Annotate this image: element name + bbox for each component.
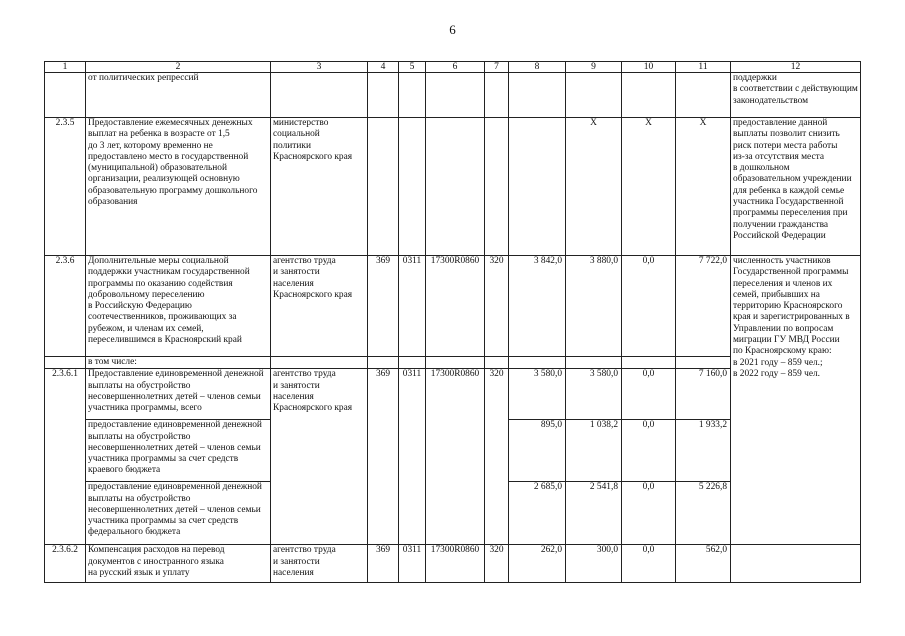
col-header: 4 (368, 62, 399, 73)
cell-year2: 3 580,0 (566, 369, 622, 420)
cell-result: предоставление данной выплаты позволит снизить риск потери места работы из-за отсутствия места в дошкольном образовательном учреждении для ребенка в каждой семье участника Государственной программы переселения при получении гражданства Российской Федерации (731, 118, 861, 256)
cell-year1: 895,0 (509, 420, 566, 482)
cell-measure-name: Компенсация расходов на перевод документов с иностранного языка на русский язык и уплату (86, 545, 271, 583)
cell-measure-name: предоставление единовременной денежной выплаты на обустройство несовершеннолетних детей – членов семьи участника программы за счет средств краевого бюджета (86, 420, 271, 482)
col-header: 3 (271, 62, 368, 73)
cell-year1: X (566, 118, 622, 256)
cell-vr: 320 (485, 256, 509, 357)
cell-grbs: 369 (368, 545, 399, 583)
cell-year1: 3 842,0 (509, 256, 566, 357)
cell-total: X (676, 118, 731, 256)
cell-executor: агентство труда и занятости населения (271, 545, 368, 583)
cell-year3: 0,0 (622, 482, 676, 545)
cell-result: численность участников Государственной программы переселения и членов их семей, прибывших на территорию Красноярского края и зарегистрированных в Управлении по вопросам миграции ГУ МВД России по Красноярскому краю: в 2021 году – 859 чел.; в 2022 году – 859 чел. (731, 256, 861, 545)
cell-total: 7 160,0 (676, 369, 731, 420)
cell-executor: министерство социальной политики Красноярского края (271, 118, 368, 256)
cell-year2: X (622, 118, 676, 256)
col-header: 12 (731, 62, 861, 73)
cell-year2: 2 541,8 (566, 482, 622, 545)
cell-vr: 320 (485, 369, 509, 545)
cell-executor: агентство труда и занятости населения Красноярского края (271, 256, 368, 357)
cell-measure-name: Предоставление единовременной денежной выплаты на обустройство несовершеннолетних детей – членов семьи участника программы, всего (86, 369, 271, 420)
cell-item-number: 2.3.5 (45, 118, 86, 256)
table-row (45, 73, 861, 118)
cell-rzpr: 0311 (399, 545, 426, 583)
cell-year1: 262,0 (509, 545, 566, 583)
cell-total: 5 226,8 (676, 482, 731, 545)
program-measures-table (44, 61, 861, 583)
column-number-row (45, 62, 861, 73)
cell-vr: 320 (485, 545, 509, 583)
cell-year1: 2 685,0 (509, 482, 566, 545)
col-header: 11 (676, 62, 731, 73)
cell-rzpr: 0311 (399, 369, 426, 545)
cell-year2: 3 880,0 (566, 256, 622, 357)
col-header: 7 (485, 62, 509, 73)
cell-item-number: 2.3.6.2 (45, 545, 86, 583)
cell-total: 1 933,2 (676, 420, 731, 482)
cell-item-number: 2.3.6.1 (45, 369, 86, 545)
col-header: 6 (426, 62, 485, 73)
cell-executor: агентство труда и занятости населения Красноярского края (271, 369, 368, 545)
cell-item-number: 2.3.6 (45, 256, 86, 357)
col-header: 1 (45, 62, 86, 73)
cell-year2: 1 038,2 (566, 420, 622, 482)
cell-csr: 17300R0860 (426, 545, 485, 583)
col-header: 10 (622, 62, 676, 73)
cell-year3: 0,0 (622, 256, 676, 357)
cell-csr: 17300R0860 (426, 369, 485, 545)
cell-year3: 0,0 (622, 420, 676, 482)
cell-total: 7 722,0 (676, 256, 731, 357)
table-row (45, 118, 861, 256)
table-row (45, 256, 861, 357)
cell-year3: 0,0 (622, 545, 676, 583)
cell-year1: 3 580,0 (509, 369, 566, 420)
table-row (45, 545, 861, 583)
cell-measure-name: предоставление единовременной денежной выплаты на обустройство несовершеннолетних детей – членов семьи участника программы за счет средств федерального бюджета (86, 482, 271, 545)
cell-year3: 0,0 (622, 369, 676, 420)
cell-year2: 300,0 (566, 545, 622, 583)
cell-result: поддержки в соответствии с действующим законодательством (731, 73, 861, 118)
cell-grbs: 369 (368, 369, 399, 545)
page-number: 6 (449, 22, 456, 37)
col-header: 9 (566, 62, 622, 73)
col-header: 5 (399, 62, 426, 73)
col-header: 8 (509, 62, 566, 73)
cell-measure-name: Предоставление ежемесячных денежных выплат на ребенка в возрасте от 1,5 до 3 лет, которому временно не предоставлено место в государственной (муниципальной) образовательной организации, реализующей основную образовательную программу дошкольного образования (86, 118, 271, 256)
cell-measure-name: Дополнительные меры социальной поддержки участникам государственной программы по оказанию содействия добровольному переселению в Российскую Федерацию соотечественников, проживающих за рубежом, и членам их семей, переселившимся в Красноярский край (86, 256, 271, 357)
cell-grbs: 369 (368, 256, 399, 357)
cell-total: 562,0 (676, 545, 731, 583)
cell-including-label: в том числе: (86, 357, 271, 369)
cell-measure-name: от политических репрессий (86, 73, 271, 118)
cell-csr: 17300R0860 (426, 256, 485, 357)
col-header: 2 (86, 62, 271, 73)
cell-rzpr: 0311 (399, 256, 426, 357)
